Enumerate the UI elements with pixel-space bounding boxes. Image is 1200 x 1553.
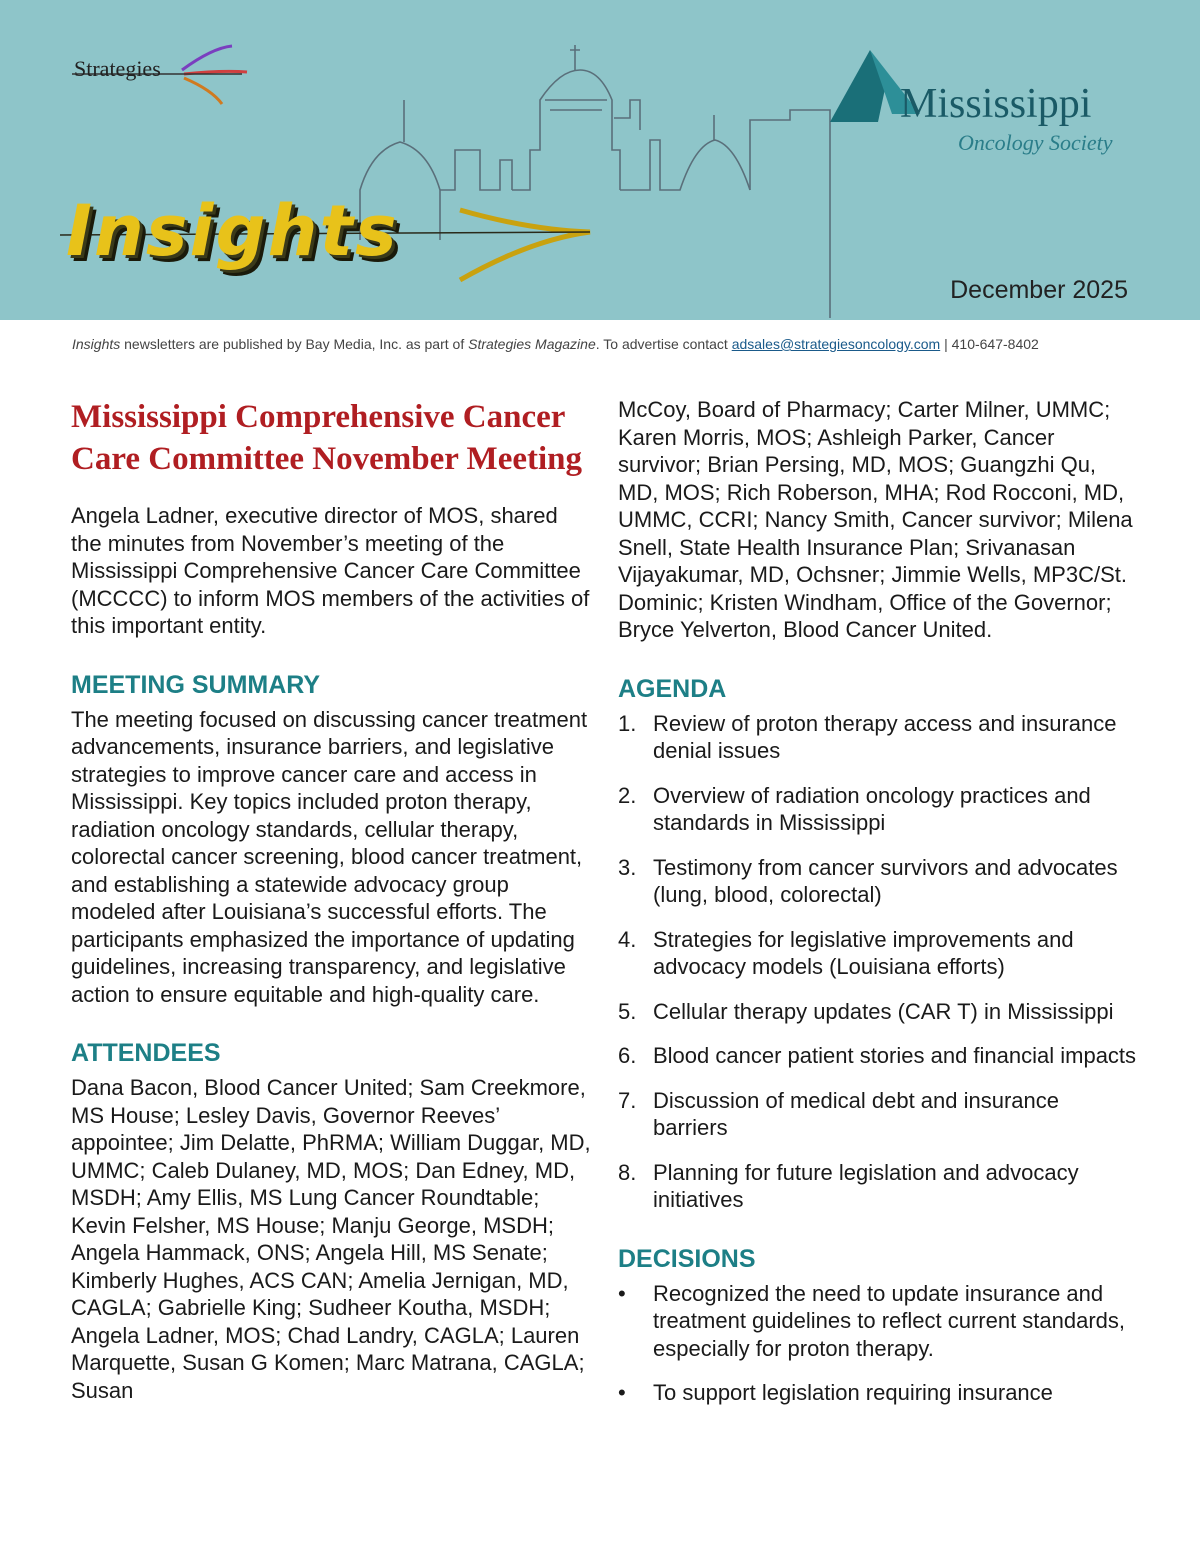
mos-logo-subtitle: Oncology Society xyxy=(958,130,1113,155)
agenda-item-text: Planning for future legislation and advocacy initiatives xyxy=(653,1159,1079,1212)
agenda-section xyxy=(618,674,1138,1214)
agenda-item xyxy=(618,782,1138,837)
attendees-heading: ATTENDEES xyxy=(71,1039,221,1067)
agenda-heading: AGENDA xyxy=(618,674,727,703)
decisions-heading: DECISIONS xyxy=(618,1244,756,1273)
insights-logo-text: Insights xyxy=(66,190,399,272)
attendees-section xyxy=(71,1038,591,1404)
right-column xyxy=(618,396,1138,1437)
agenda-item xyxy=(618,1159,1138,1214)
article-title: Mississippi Comprehensive Cancer Care Committee November Meeting xyxy=(71,399,583,477)
attendees-list-part-2: McCoy, Board of Pharmacy; Carter Milner, UMMC; Karen Morris, MOS; Ashleigh Parker, Cancer survivor; Brian Persing, MD, MOS; Guangzhi Qu, MD, MOS; Rich Roberson, MHA; Rod Rocconi, MD, UMMC, CCRI; Nancy Smith, Cancer survivor; Milena Snell, State Health Insurance Plan; Srivanasan Vijayakumar, MD, Ochsner; Jimmie Wells, MP3C/St. Dominic; Kristen Windham, Office of the Governor; Bryce Yelverton, Blood Cancer United. xyxy=(618,397,1133,642)
publisher-line xyxy=(72,336,1132,352)
advertising-email-link[interactable]: adsales@strategiesoncology.com xyxy=(731,336,941,352)
agenda-item-marker: 2. xyxy=(618,782,637,808)
decisions-list xyxy=(618,1280,1138,1407)
decisions-section xyxy=(618,1244,1138,1407)
decision-item-text: To support legislation requiring insurance xyxy=(653,1380,1053,1405)
agenda-item-text: Overview of radiation oncology practices and standards in Mississippi xyxy=(653,782,1091,835)
decision-item xyxy=(618,1280,1138,1363)
meeting-summary-section xyxy=(71,670,591,1009)
agenda-list xyxy=(618,710,1138,1214)
mos-logo-title: Mississippi xyxy=(900,81,1092,127)
masthead-banner xyxy=(0,0,1200,320)
agenda-item-marker: 7. xyxy=(618,1087,637,1113)
decision-item xyxy=(618,1379,1138,1407)
agenda-item xyxy=(618,854,1138,909)
publisher-text-1: newsletters are published by Bay Media, Inc. as part of xyxy=(120,336,469,352)
publisher-text-3: | 410-647-8402 xyxy=(940,336,1039,352)
publisher-insights-name: Insights xyxy=(72,336,121,352)
agenda-item xyxy=(618,1042,1138,1070)
attendees-list-part-1: Dana Bacon, Blood Cancer United; Sam Creekmore, MS House; Lesley Davis, Governor Reeves’ appointee; Jim Delatte, PhRMA; William Duggar, MD, UMMC; Caleb Dulaney, MD, MOS; Dan Edney, MD, MSDH; Amy Ellis, MS Lung Cancer Roundtable; Kevin Felsher, MS House; Manju George, MSDH; Angela Hammack, ONS; Angela Hill, MS Senate; Kimberly Hughes, ACS CAN; Amelia Jernigan, MD, CAGLA; Gabrielle King; Sudheer Koutha, MSDH; Angela Ladner, MOS; Chad Landry, CAGLA; Lauren Marquette, Susan G Komen; Marc Matrana, CAGLA; Susan xyxy=(71,1075,591,1403)
meeting-summary-paragraph: The meeting focused on discussing cancer treatment advancements, insurance barriers, and legislative strategies to improve cancer care and access in Mississippi. Key topics included proton therapy, radiation oncology standards, cellular therapy, colorectal cancer screening, blood cancer treatment, and establishing a statewide advocacy group modeled after Louisiana’s successful efforts. The participants emphasized the importance of updating guidelines, increasing transparency, and legislative action to ensure equitable and high-quality care. xyxy=(71,706,588,1007)
agenda-item-marker: 1. xyxy=(618,710,637,736)
agenda-item xyxy=(618,926,1138,981)
agenda-item-marker: 3. xyxy=(618,854,637,880)
intro-section xyxy=(71,502,591,640)
agenda-item xyxy=(618,1087,1138,1142)
intro-paragraph: Angela Ladner, executive director of MOS, shared the minutes from November’s meeting of the Mississippi Comprehensive Cancer Care Committee (MCCCC) to inform MOS members of the activities of this important entity. xyxy=(71,503,590,638)
publisher-magazine-name: Strategies Magazine xyxy=(468,336,596,352)
agenda-item-text: Cellular therapy updates (CAR T) in Mississippi xyxy=(653,998,1114,1024)
agenda-item-marker: 5. xyxy=(618,998,637,1024)
agenda-item-text: Strategies for legislative improvements and advocacy models (Louisiana efforts) xyxy=(653,926,1074,979)
decision-item-marker: • xyxy=(618,1380,626,1405)
left-column xyxy=(71,396,591,1434)
agenda-item xyxy=(618,998,1138,1026)
strategies-logo-text: Strategies xyxy=(74,56,161,81)
agenda-item-text: Blood cancer patient stories and financial impacts xyxy=(653,1043,1137,1068)
publisher-text-2: . To advertise contact xyxy=(595,336,732,352)
agenda-item-text: Review of proton therapy access and insurance denial issues xyxy=(653,710,1117,763)
meeting-summary-heading: MEETING SUMMARY xyxy=(71,670,321,699)
issue-date: December 2025 xyxy=(950,276,1128,304)
decision-item-text: Recognized the need to update insurance and treatment guidelines to reflect current standards, especially for proton therapy. xyxy=(653,1280,1126,1361)
agenda-item-text: Testimony from cancer survivors and advocates (lung, blood, colorectal) xyxy=(653,854,1118,907)
agenda-item-marker: 8. xyxy=(618,1159,637,1185)
agenda-item-marker: 6. xyxy=(618,1043,637,1068)
agenda-item xyxy=(618,710,1138,765)
agenda-item-marker: 4. xyxy=(618,926,637,952)
attendees-continued xyxy=(618,396,1138,644)
decision-item-marker: • xyxy=(618,1280,626,1306)
agenda-item-text: Discussion of medical debt and insurance barriers xyxy=(653,1087,1060,1140)
